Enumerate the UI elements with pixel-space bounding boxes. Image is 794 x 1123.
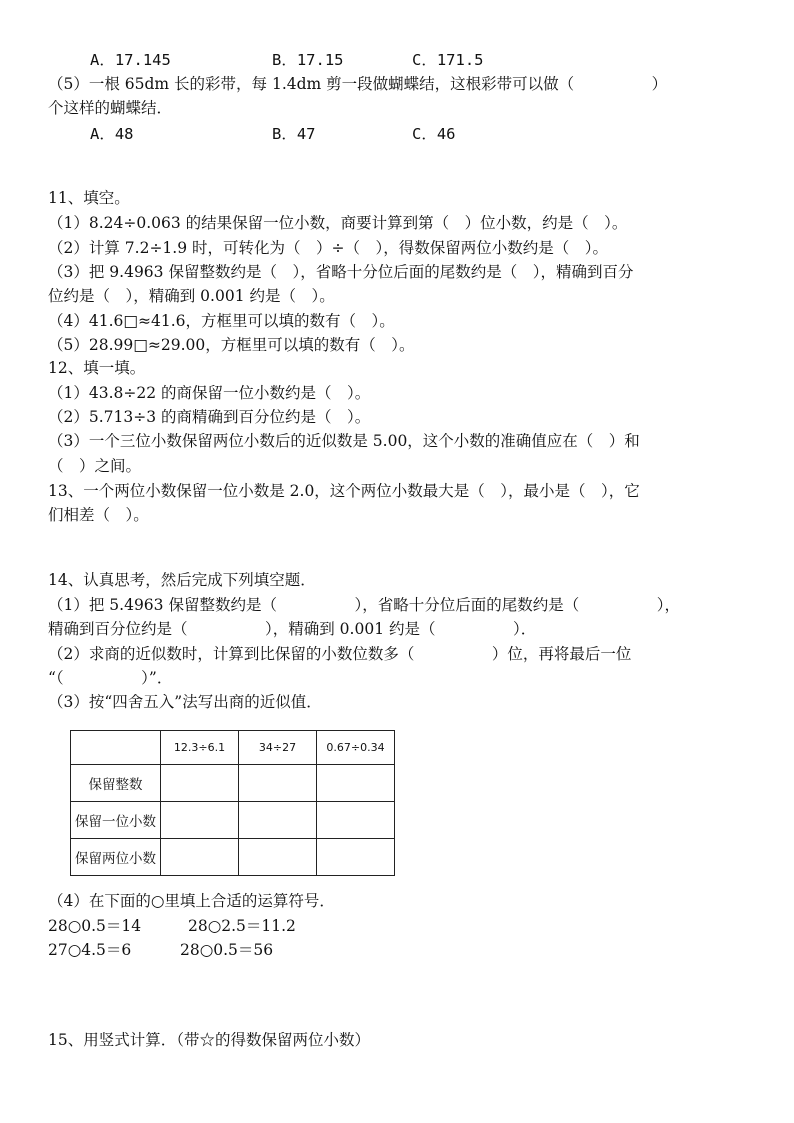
table-answer-cell[interactable] [161,802,239,839]
s11-line-1: （1）8.24÷0.063 的结果保留一位小数，商要计算到第（ ）位小数，约是（ ）。 [48,214,628,232]
s14-line-2: 精确到百分位约是（ ），精确到 0.001 约是（ ）． [48,620,537,638]
table-corner-cell [71,731,161,765]
equation-3: 27○4.5＝6 [48,941,132,959]
table-answer-cell[interactable] [239,765,317,802]
s11-line-6: （5）28.99□≈29.00，方框里可以填的数有（ ）。 [48,336,415,354]
s12-line-1: （1）43.8÷22 的商保留一位小数约是（ ）。 [48,384,371,402]
table-row-header: 保留整数 [71,765,161,802]
q4-option-c: C．171.5 [412,51,484,69]
table-row [71,802,395,839]
table-row [71,765,395,802]
s14-line-5: （3）按“四舍五入”法写出商的近似值． [48,693,322,711]
table-answer-cell[interactable] [239,839,317,876]
q5-option-b: B．47 [272,125,316,143]
table-answer-cell[interactable] [239,802,317,839]
q5-option-c: C．46 [412,125,456,143]
section-14-title: 14、认真思考，然后完成下列填空题． [48,571,316,589]
q4-option-b: B．17.15 [272,51,344,69]
table-answer-cell[interactable] [161,765,239,802]
s11-line-4: 位约是（ ），精确到 0.001 约是（ ）。 [48,287,335,305]
s14-line-4: “（ ）”． [48,669,173,687]
s11-line-3: （3）把 9.4963 保留整数约是（ ），省略十分位后面的尾数约是（ ），精确到百分 [48,263,634,281]
q5-line-2: 个这样的蝴蝶结． [48,99,173,117]
table-answer-cell[interactable] [317,839,395,876]
table-answer-cell[interactable] [317,802,395,839]
approximation-table [70,730,395,876]
s13-line-2: 们相差（ ）。 [48,506,149,524]
s14-line-1: （1）把 5.4963 保留整数约是（ ），省略十分位后面的尾数约是（ ）， [48,596,680,614]
s12-line-4: （ ）之间。 [48,457,142,475]
table-col-header: 34÷27 [239,731,317,765]
table-row [71,839,395,876]
equation-4: 28○0.5＝56 [180,941,274,959]
table-answer-cell[interactable] [317,765,395,802]
table-header-row [71,731,395,765]
s14-line-3: （2）求商的近似数时，计算到比保留的小数位数多（ ）位，再将最后一位 [48,645,632,663]
section-15-title: 15、用竖式计算．（带☆的得数保留两位小数） [48,1031,370,1049]
q5-option-a: A．48 [90,125,134,143]
table-row-header: 保留两位小数 [71,839,161,876]
table-col-header: 12.3÷6.1 [161,731,239,765]
s11-line-5: （4）41.6□≈41.6，方框里可以填的数有（ ）。 [48,312,395,330]
s12-line-2: （2）5.713÷3 的商精确到百分位约是（ ）。 [48,408,371,426]
q4-option-a: A．17.145 [90,51,171,69]
section-11-title: 11、填空。 [48,189,130,207]
s13-line-1: 13、一个两位小数保留一位小数是 2.0，这个两位小数最大是（ ），最小是（ ），它 [48,482,640,500]
equation-2: 28○2.5＝11.2 [188,917,296,935]
s11-line-2: （2）计算 7.2÷1.9 时，可转化为（ ）÷（ ），得数保留两位小数约是（ ）。 [48,239,608,257]
s12-line-3: （3）一个三位小数保留两位小数后的近似数是 5.00，这个小数的准确值应在（ ）和 [48,432,640,450]
table-answer-cell[interactable] [161,839,239,876]
table-col-header: 0.67÷0.34 [317,731,395,765]
table-row-header: 保留一位小数 [71,802,161,839]
equation-1: 28○0.5＝14 [48,917,142,935]
section-12-title: 12、填一填。 [48,359,146,377]
s14-part4-title: （4）在下面的○里填上合适的运算符号． [48,892,335,910]
q5-line-1: （5）一根 65dm 长的彩带，每 1.4dm 剪一段做蝴蝶结，这根彩带可以做（ ） [48,75,668,93]
